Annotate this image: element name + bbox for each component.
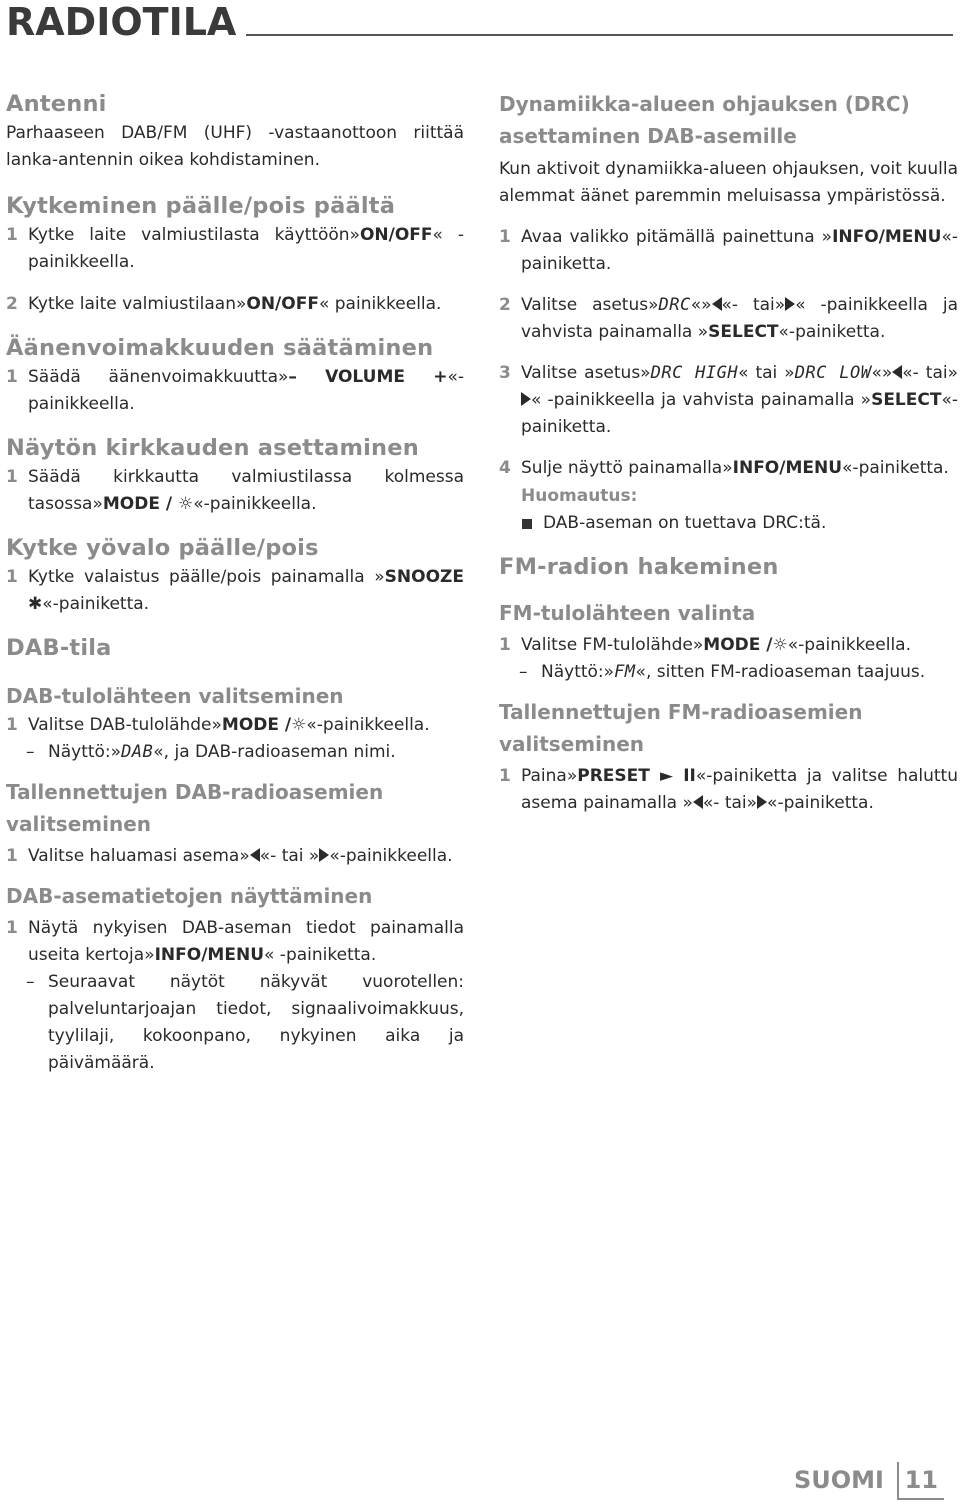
volume-step-1: 1 Säädä äänenvoimakkuutta»– VOLUME +«- painikkeella. [6,367,464,414]
left-arrow-icon [693,795,703,809]
bullet-square-icon [522,519,532,529]
volume-button-ref: – VOLUME + [288,367,448,387]
heading-fm-source: FM-tulolähteen valinta [499,601,756,625]
note-bullet: DAB-aseman on tuettava DRC:tä. [499,510,958,537]
mode-button-ref: MODE / ☼ [102,494,194,514]
left-arrow-icon [712,297,722,311]
info-menu-button-ref: INFO/MENU [732,458,843,478]
left-arrow-icon [892,365,902,379]
fm-stored-step-1: 1 Paina»PRESET ► II«-painiketta ja valitse haluttu asema painamalla » «- tai» «-painiketta. [499,766,958,813]
select-button-ref: SELECT [871,390,942,410]
info-menu-button-ref: INFO/MENU [832,227,942,247]
left-column [6,86,464,1077]
page-number: 11 [897,1462,944,1500]
page-title: RADIOTILA [6,0,237,44]
drc-step-2: 2 Valitse asetus»DRC«» «- tai» « -painikkeella ja vahvista painamalla »SELECT«-painiketta. [499,295,958,342]
antenna-text: Parhaaseen DAB/FM (UHF) -vastaanottoon riittää lanka-antennin oikea kohdistaminen. [6,123,464,170]
footer-language: SUOMI [794,1466,884,1494]
heading-fm-stored: Tallennettujen FM-radioasemien valitseminen [499,700,863,756]
preset-button-ref: PRESET ► II [577,766,696,786]
heading-dab-source: DAB-tulolähteen valitseminen [6,684,344,708]
heading-dab-mode: DAB-tila [6,635,112,661]
heading-antenna: Antenni [6,91,107,117]
right-arrow-icon [785,297,795,311]
dab-source-step-1: 1 Valitse DAB-tulolähde»MODE /☼«-painikkeella. [6,715,430,735]
lcd-text: DRC HIGH [650,363,739,383]
right-arrow-icon [757,795,767,809]
heading-brightness: Näytön kirkkauden asettaminen [6,435,419,461]
info-menu-button-ref: INFO/MENU [154,945,264,965]
drc-step-3: 3 Valitse asetus»DRC HIGH« tai »DRC LOW«» «- tai»« -painikkeella ja vahvista painamalla »SELECT«-painiketta. [499,363,958,437]
drc-step-4: 4 Sulje näyttö painamalla»INFO/MENU«-painiketta. [499,458,949,478]
lcd-text: DRC LOW [794,363,872,383]
right-column [499,86,958,817]
mode-button-ref: MODE /☼ [221,715,307,735]
heading-dab-stored: Tallennettujen DAB-radioasemien valitseminen [6,780,384,836]
dab-info-display: – Seuraavat näytöt näkyvät vuorotellen: palveluntarjoajan tiedot, signaalivoimakkuus, tyylilaji, kokoonpano, nykyinen aika ja päivämäärä. [26,972,464,1073]
dab-stored-step-1: 1 Valitse haluamasi asema» «- tai » «-painikkeella. [6,846,453,866]
dab-source-display: – Näyttö:»DAB«, ja DAB-radioaseman nimi. [26,742,396,762]
fm-source-step-1: 1 Valitse FM-tulolähde»MODE /☼«-painikkeella. [499,635,911,655]
heading-volume: Äänenvoimakkuuden säätäminen [6,335,434,361]
on-off-button-ref: ON/OFF [246,294,319,314]
heading-nightlight: Kytke yövalo päälle/pois [6,535,319,561]
heading-dab-info: DAB-asematietojen näyttäminen [6,884,373,908]
drc-step-1: 1 Avaa valikko pitämällä painettuna »INFO/MENU«-painiketta. [499,227,958,274]
power-step-1: 1 Kytke laite valmiustilasta käyttöön»ON/OFF« -painikkeella. [6,225,464,272]
heading-fm: FM-radion hakeminen [499,554,779,580]
title-rule [246,34,953,36]
heading-drc: Dynamiikka-alueen ohjauksen (DRC) asettaminen DAB-asemille [499,92,910,148]
snooze-button-ref: SNOOZE ✱ [28,567,464,614]
on-off-button-ref: ON/OFF [359,225,433,245]
dab-info-step-1: 1 Näytä nykyisen DAB-aseman tiedot painamalla useita kertoja»INFO/MENU« -painiketta. [6,918,464,965]
lcd-text: DRC [658,295,691,315]
select-button-ref: SELECT [708,322,779,342]
note-title: Huomautus: [521,486,638,506]
nightlight-step-1: 1 Kytke valaistus päälle/pois painamalla »SNOOZE ✱«-painiketta. [6,567,464,614]
lcd-text: DAB [121,742,154,762]
drc-intro: Kun aktivoit dynamiikka-alueen ohjauksen, voit kuulla alemmat äänet paremmin meluisassa ympäristössä. [499,159,958,206]
right-arrow-icon [319,848,329,862]
heading-power: Kytkeminen päälle/pois päältä [6,193,396,219]
mode-button-ref: MODE /☼ [703,635,788,655]
brightness-step-1: 1 Säädä kirkkautta valmiustilassa kolmessa tasossa»MODE / ☼«-painikkeella. [6,467,464,514]
left-arrow-icon [250,848,260,862]
lcd-text: FM [614,662,636,682]
right-arrow-icon [521,392,531,406]
fm-source-display: – Näyttö:»FM«, sitten FM-radioaseman taajuus. [519,662,926,682]
power-step-2: 2 Kytke laite valmiustilaan»ON/OFF« painikkeella. [6,294,442,314]
